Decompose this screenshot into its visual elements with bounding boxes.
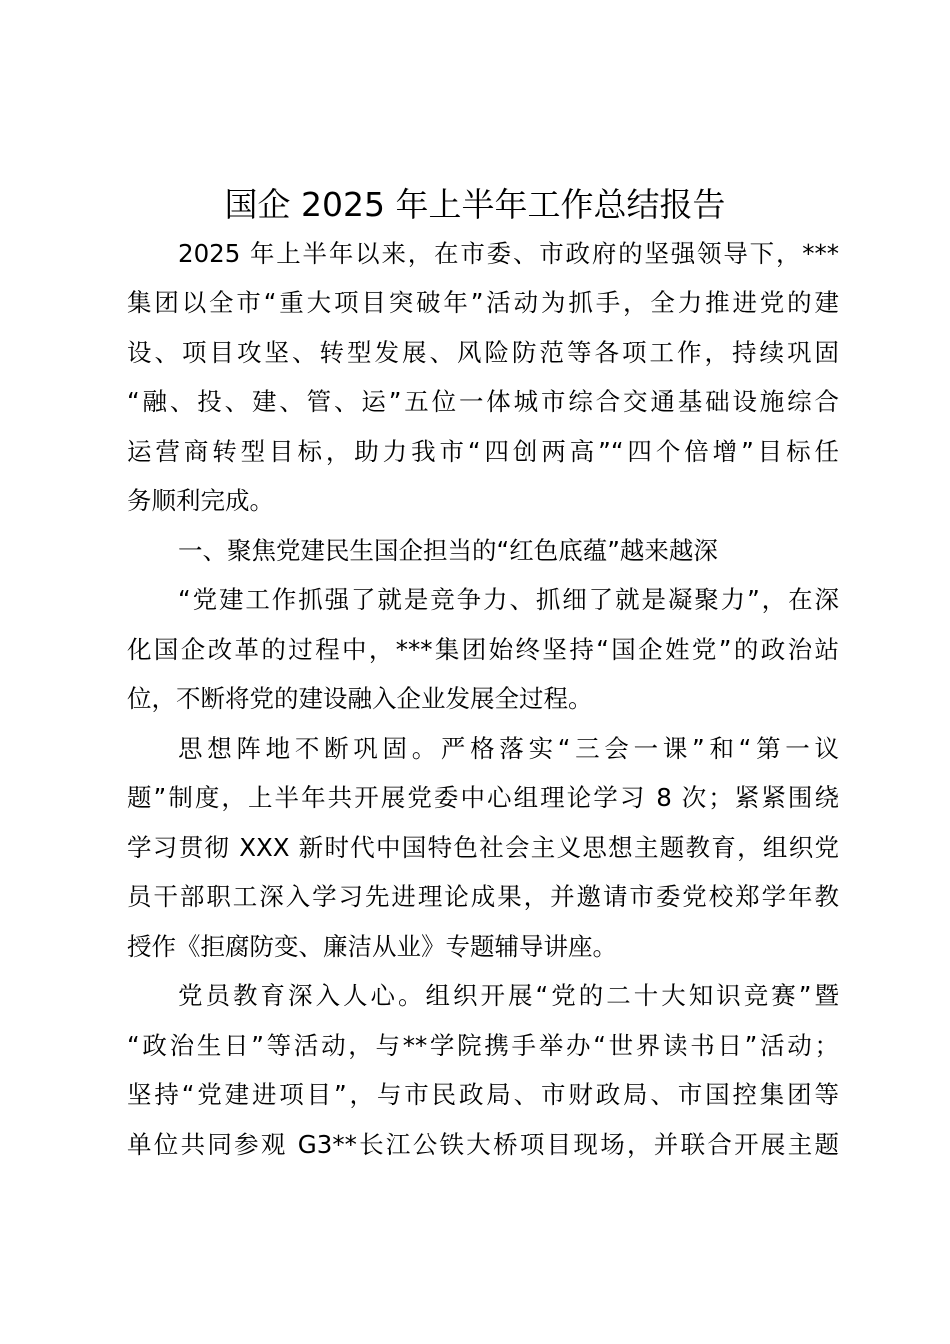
paragraph-line: 学习贯彻 XXX 新时代中国特色社会主义思想主题教育，组织党 bbox=[127, 833, 839, 862]
paragraph-line: 集团以全市“重大项目突破年”活动为抓手，全力推进党的建 bbox=[127, 288, 839, 317]
document-title: 国企 2025 年上半年工作总结报告 bbox=[224, 185, 726, 224]
section-heading: 一、聚焦党建民生国企担当的“红色底蕴”越来越深 bbox=[178, 536, 718, 565]
paragraph-line: 设、项目攻坚、转型发展、风险防范等各项工作，持续巩固 bbox=[127, 338, 839, 367]
paragraph-line: 运营商转型目标，助力我市“四创两高”“四个倍增”目标任 bbox=[127, 437, 839, 466]
paragraph-line: 题”制度，上半年共开展党委中心组理论学习 8 次；紧紧围绕 bbox=[127, 783, 839, 812]
paragraph-line: 2025 年上半年以来，在市委、市政府的坚强领导下，*** bbox=[178, 239, 839, 268]
paragraph-line: “融、投、建、管、运”五位一体城市综合交通基础设施综合 bbox=[127, 387, 839, 416]
paragraph-line: 员干部职工深入学习先进理论成果，并邀请市委党校郑学年教 bbox=[127, 882, 839, 911]
paragraph-line: 位，不断将党的建设融入企业发展全过程。 bbox=[127, 684, 593, 713]
paragraph-line: 务顺利完成。 bbox=[127, 486, 274, 515]
paragraph-line: 授作《拒腐防变、廉洁从业》专题辅导讲座。 bbox=[127, 932, 617, 961]
paragraph-line: 党员教育深入人心。组织开展“党的二十大知识竞赛”暨 bbox=[178, 981, 839, 1010]
paragraph-line: “党建工作抓强了就是竞争力、抓细了就是凝聚力”，在深 bbox=[178, 585, 839, 614]
paragraph-line: 单位共同参观 G3**长江公铁大桥项目现场，并联合开展主题 bbox=[127, 1130, 839, 1159]
paragraph-line: 化国企改革的过程中，***集团始终坚持“国企姓党”的政治站 bbox=[127, 635, 839, 664]
paragraph-line: “政治生日”等活动，与**学院携手举办“世界读书日”活动； bbox=[127, 1031, 839, 1060]
paragraph-line: 坚持“党建进项目”，与市民政局、市财政局、市国控集团等 bbox=[127, 1080, 839, 1109]
paragraph-line: 思想阵地不断巩固。严格落实“三会一课”和“第一议 bbox=[178, 734, 839, 763]
